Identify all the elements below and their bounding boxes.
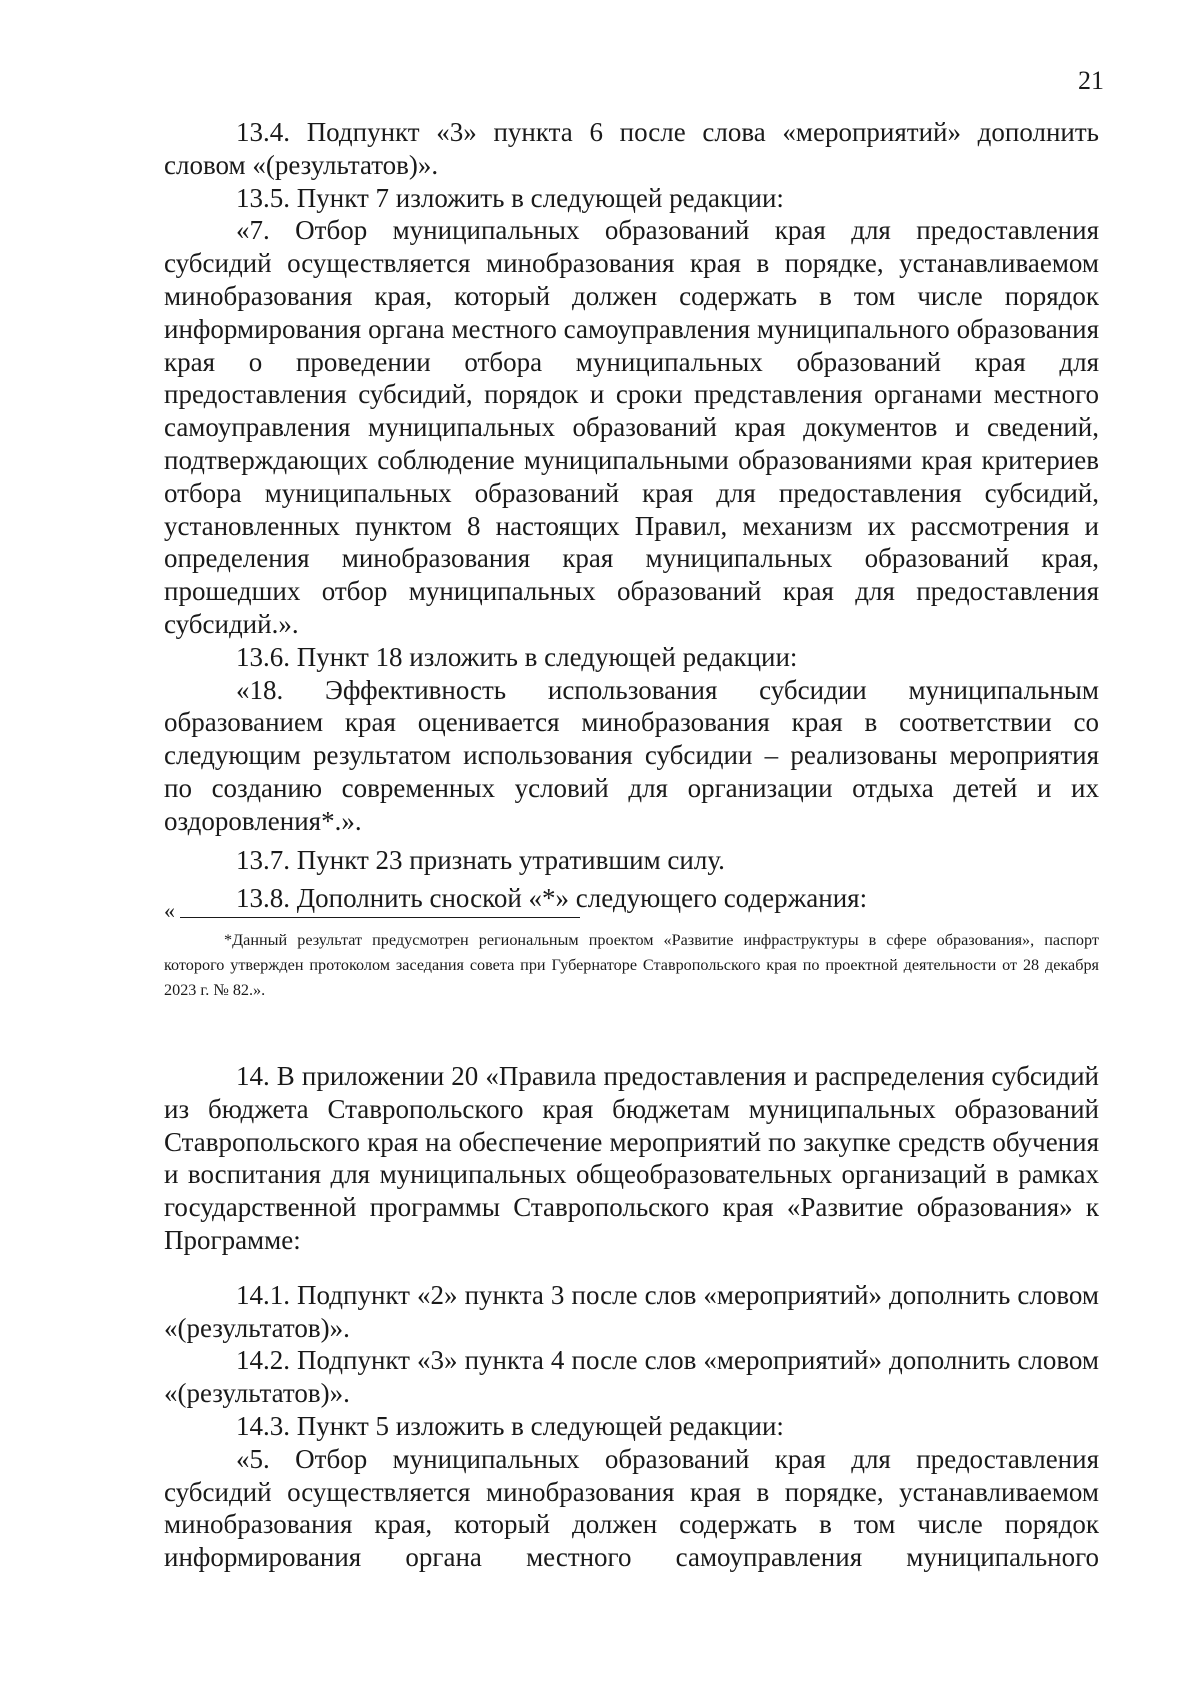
footnote-text: *Данный результат предусмотрен региональным проектом «Развитие инфраструктуры в сфере образования», паспорт которого утвержден протоколом заседания совета при Губернаторе Ставропольского края по проектной деятельности от 28 декабря 2023 г. № 82.».: [164, 931, 1099, 999]
paragraph-13-5: 13.5. Пункт 7 изложить в следующей редакции:: [236, 182, 784, 213]
paragraph-13-7: 13.7. Пункт 23 признать утратившим силу.: [236, 844, 725, 875]
paragraph-item-18: «18. Эффективность использования субсидии муниципальным образованием края оценивается минобразования края в соответствии со следующим результатом использования субсидии – реализованы мероприятия по созданию современных условий для организации отдыха детей и их оздоровления*.».: [164, 674, 1099, 836]
footnote-rule: [180, 917, 580, 918]
paragraph-14-3: 14.3. Пункт 5 изложить в следующей редакции:: [236, 1410, 784, 1441]
paragraph-14-1: 14.1. Подпункт «2» пункта 3 после слов «мероприятий» дополнить словом «(результатов)».: [164, 1279, 1099, 1343]
paragraph-14-2: 14.2. Подпункт «3» пункта 4 после слов «мероприятий» дополнить словом «(результатов)».: [164, 1345, 1099, 1409]
paragraph-13-6: 13.6. Пункт 18 изложить в следующей редакции:: [236, 641, 798, 672]
paragraph-item-7: «7. Отбор муниципальных образований края для предоставления субсидий осуществляется минобразования края в порядке, устанавливаемом минобразования края, который должен содержать в том числе порядок информирования органа местного самоуправления муниципального образования края о проведении отбора муниципальных образований края для предоставления субсидий, порядок и сроки представления органами местного самоуправления муниципальных образований края документов и сведений, подтверждающих соблюдение муниципальными образованиями края критериев отбора муниципальных образований края для предоставления субсидий, установленных пунктом 8 настоящих Правил, механизм их рассмотрения и определения минобразования края муниципальных образований края, прошедших отбор муниципальных образований края для предоставления субсидий.».: [164, 215, 1099, 639]
page-number: 21: [1078, 66, 1104, 95]
body-top: [164, 116, 1099, 915]
footnote-open-quote: «: [164, 898, 175, 923]
paragraph-14: 14. В приложении 20 «Правила предоставления и распределения субсидий из бюджета Ставропольского края бюджетам муниципальных образований Ставропольского края на обеспечение мероприятий по закупке средств обучения и воспитания для муниципальных общеобразовательных организаций в рамках государственной программы Ставропольского края «Развитие образования» к Программе:: [164, 1061, 1099, 1255]
footnote-block: [164, 900, 1099, 1003]
paragraph-13-4: 13.4. Подпункт «3» пункта 6 после слова «мероприятий» дополнить словом «(результатов)».: [164, 117, 1099, 180]
paragraph-item-5: «5. Отбор муниципальных образований края для предоставления субсидий осуществляется минобразования края в порядке, устанавливаемом минобразования края, который должен содержать в том числе порядок информирования органа местного самоуправления муниципального: [164, 1443, 1099, 1573]
body-bottom: [164, 1060, 1099, 1574]
paragraph-13-8: 13.8. Дополнить сноской «*» следующего содержания:: [236, 883, 868, 914]
